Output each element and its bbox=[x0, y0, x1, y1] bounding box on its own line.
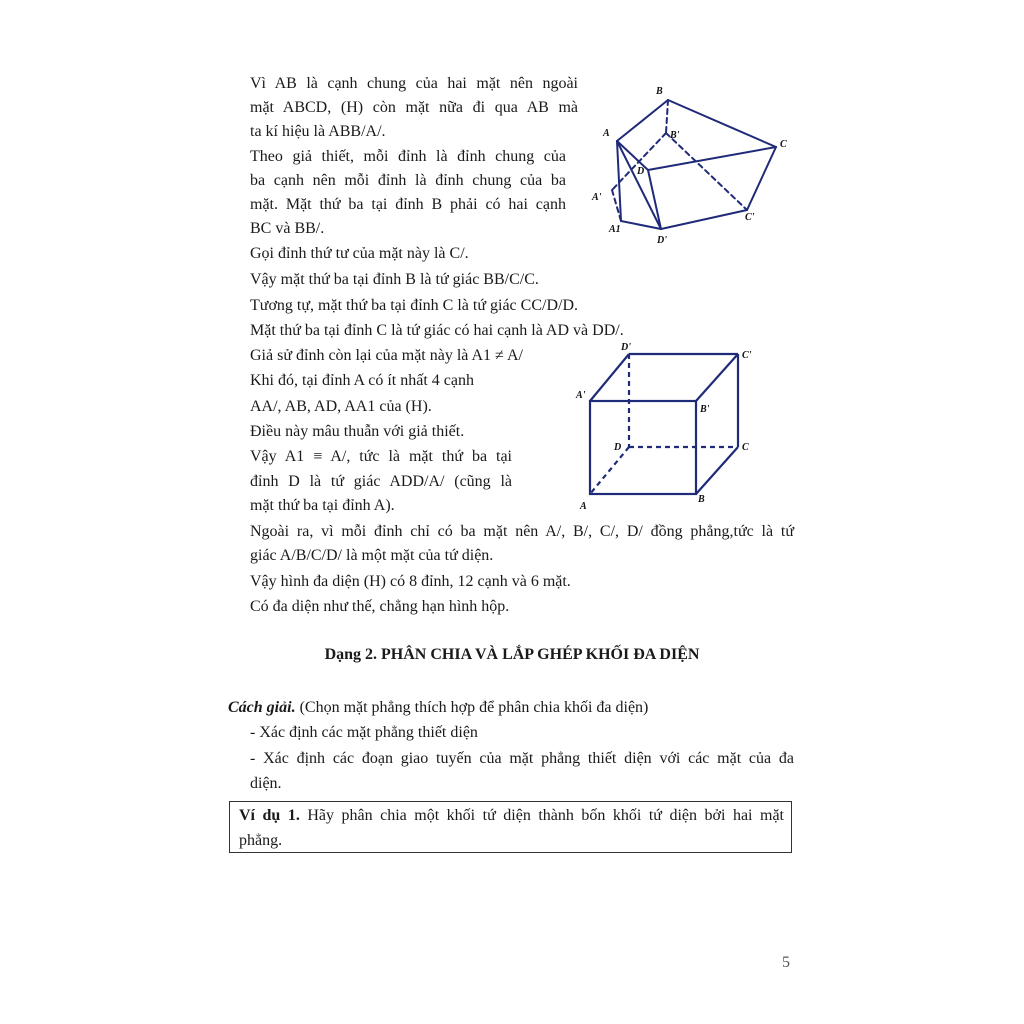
text-line-3: ta kí hiệu là ABB/A/. bbox=[250, 123, 386, 140]
method-bullet-2-cont: diện. bbox=[250, 775, 282, 792]
text-line-6: mặt. Mặt thứ ba tại đỉnh B phải có hai cạnh bbox=[250, 196, 566, 213]
method-text: (Chọn mặt phẳng thích hợp để phân chia khối đa diện) bbox=[299, 699, 649, 716]
figure-cube bbox=[590, 354, 738, 494]
fig2-label-B: B bbox=[698, 494, 705, 505]
text-line-13: Khi đó, tại đỉnh A có ít nhất 4 cạnh bbox=[250, 372, 474, 389]
method-label: Cách giải. bbox=[228, 699, 296, 716]
text-line-15: Điều này mâu thuẫn với giả thiết. bbox=[250, 423, 465, 440]
text-line-19: Ngoài ra, vì mỗi đỉnh chỉ có ba mặt nên A/, B/, C/, D/ đồng phẳng,tức là tứ bbox=[250, 523, 794, 540]
text-line-1: Vì AB là cạnh chung của hai mặt nên ngoài bbox=[250, 75, 578, 92]
fig1-label-A: A bbox=[603, 128, 610, 139]
method-bullet-1: - Xác định các mặt phẳng thiết diện bbox=[250, 724, 478, 741]
fig1-label-C: C bbox=[780, 139, 787, 150]
fig2-label-Dp: D' bbox=[621, 342, 631, 353]
text-line-11: Mặt thứ ba tại đỉnh C là tứ giác có hai cạnh là AD và DD/. bbox=[250, 322, 624, 339]
fig2-label-Ap: A' bbox=[576, 390, 586, 401]
fig2-label-Cp: C' bbox=[742, 350, 752, 361]
fig2-label-D: D bbox=[614, 442, 622, 453]
section-heading: Dạng 2. PHÂN CHIA VÀ LẮP GHÉP KHỐI ĐA DIỆN bbox=[324, 646, 700, 663]
fig1-label-Bp: B' bbox=[670, 130, 680, 141]
text-line-20: giác A/B/C/D/ là một mặt của tứ diện. bbox=[250, 547, 494, 564]
example-line-2: phẳng. bbox=[239, 832, 283, 849]
text-line-5: ba cạnh nên mỗi đỉnh là đỉnh chung của ba bbox=[250, 172, 566, 189]
text-line-2: mặt ABCD, (H) còn mặt nữa đi qua AB mà bbox=[250, 99, 578, 116]
text-line-21: Vậy hình đa diện (H) có 8 đỉnh, 12 cạnh và 6 mặt. bbox=[250, 573, 571, 590]
fig2-label-A: A bbox=[580, 501, 587, 512]
fig1-label-Cp: C' bbox=[745, 212, 755, 223]
text-line-12: Giả sử đỉnh còn lại của mặt này là A1 ≠ A/ bbox=[250, 347, 523, 364]
text-line-18: mặt thứ ba tại đỉnh A). bbox=[250, 497, 395, 514]
fig1-label-B: B bbox=[656, 86, 663, 97]
text-line-14: AA/, AB, AD, AA1 của (H). bbox=[250, 398, 432, 415]
text-line-10: Tương tự, mặt thứ ba tại đỉnh C là tứ giác CC/D/D. bbox=[250, 297, 578, 314]
text-line-17: đỉnh D là tứ giác ADD/A/ (cũng là bbox=[250, 473, 512, 490]
fig1-label-Ap: A' bbox=[592, 192, 602, 203]
fig1-label-A1: A1 bbox=[609, 224, 621, 235]
fig2-label-C: C bbox=[742, 442, 749, 453]
example-line-1: Ví dụ 1. Hãy phân chia một khối tứ diện thành bốn khối tứ diện bởi hai mặt bbox=[239, 807, 785, 824]
figure-polyhedron bbox=[612, 100, 776, 229]
example-label: Ví dụ 1. bbox=[239, 807, 300, 824]
method-bullet-2: - Xác định các đoạn giao tuyến của mặt phẳng thiết diện với các mặt của đa bbox=[250, 750, 794, 767]
fig1-label-D: D bbox=[637, 166, 645, 177]
text-line-22: Có đa diện như thế, chẳng hạn hình hộp. bbox=[250, 598, 510, 615]
text-line-8: Gọi đỉnh thứ tư của mặt này là C/. bbox=[250, 245, 469, 262]
text-line-7: BC và BB/. bbox=[250, 220, 325, 237]
fig1-label-Dp: D' bbox=[657, 235, 667, 246]
text-line-16: Vậy A1 ≡ A/, tức là mặt thứ ba tại bbox=[250, 448, 512, 465]
text-line-9: Vậy mặt thứ ba tại đỉnh B là tứ giác BB/C/C. bbox=[250, 271, 539, 288]
text-line-4: Theo giả thiết, mỗi đỉnh là đỉnh chung của bbox=[250, 148, 566, 165]
fig2-label-Bp: B' bbox=[700, 404, 710, 415]
page-number: 5 bbox=[782, 954, 790, 971]
